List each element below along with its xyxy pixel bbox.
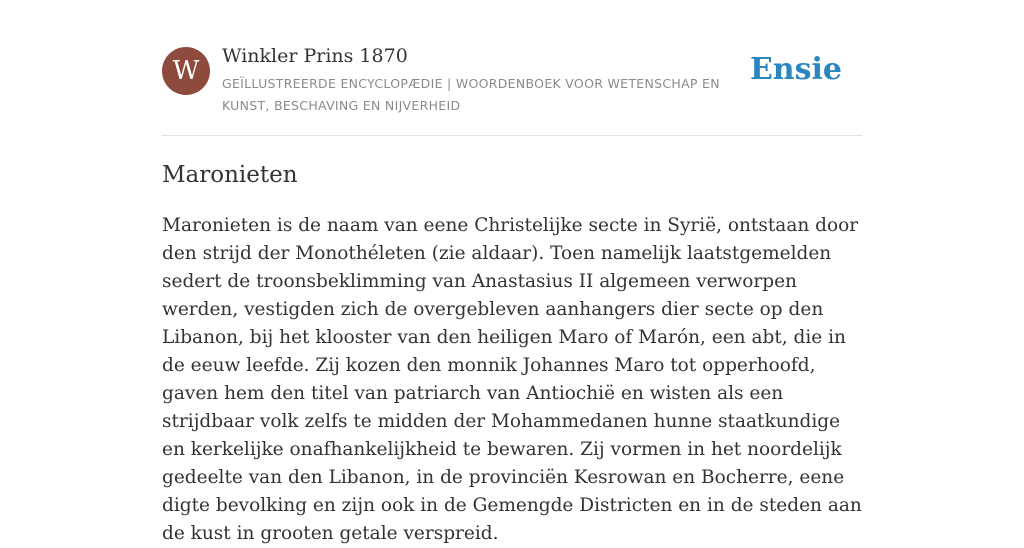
source-title[interactable]: Winkler Prins 1870 [222,45,408,67]
ensie-logo[interactable]: Ensie [749,52,842,87]
source-avatar[interactable]: W [162,47,210,95]
source-subtitle: GEÏLLUSTREERDE ENCYCLOPÆDIE | WOORDENBOEK VOOR WETENSCHAP EN KUNST, BESCHAVING EN NIJVERHEID [222,76,720,113]
source-header [162,0,862,136]
content-container [162,0,862,544]
article-title: Maronieten [162,162,298,188]
article-body: Maronieten is de naam van eene Christelijke secte in Syrië, ontstaan door den strijd der Monothéleten (zie aldaar). Toen namelijk laatstgemelden sedert de troonsbeklimming van Anastasius II algemeen verworpen werden, vestigden zich de overgebleven aanhangers dier secte op den Libanon, bij het klooster van den heiligen Maro of Marón, een abt, die in de eeuw leefde. Zij kozen den monnik Johannes Maro tot opperhoofd, gaven hem den titel van patriarch van Antiochië en wisten als een strijdbaar volk zelfs te midden der Mohammedanen hunne staatkundige en kerkelijke onafhankelijkheid te bewaren. Zij vormen in het noordelijk gedeelte van den Libanon, in de provinciën Kesrowan en Bocherre, eene digte bevolking en zijn ook in de Gemengde Districten en in de steden aan de kust in grooten getale verspreid. [162,215,862,544]
